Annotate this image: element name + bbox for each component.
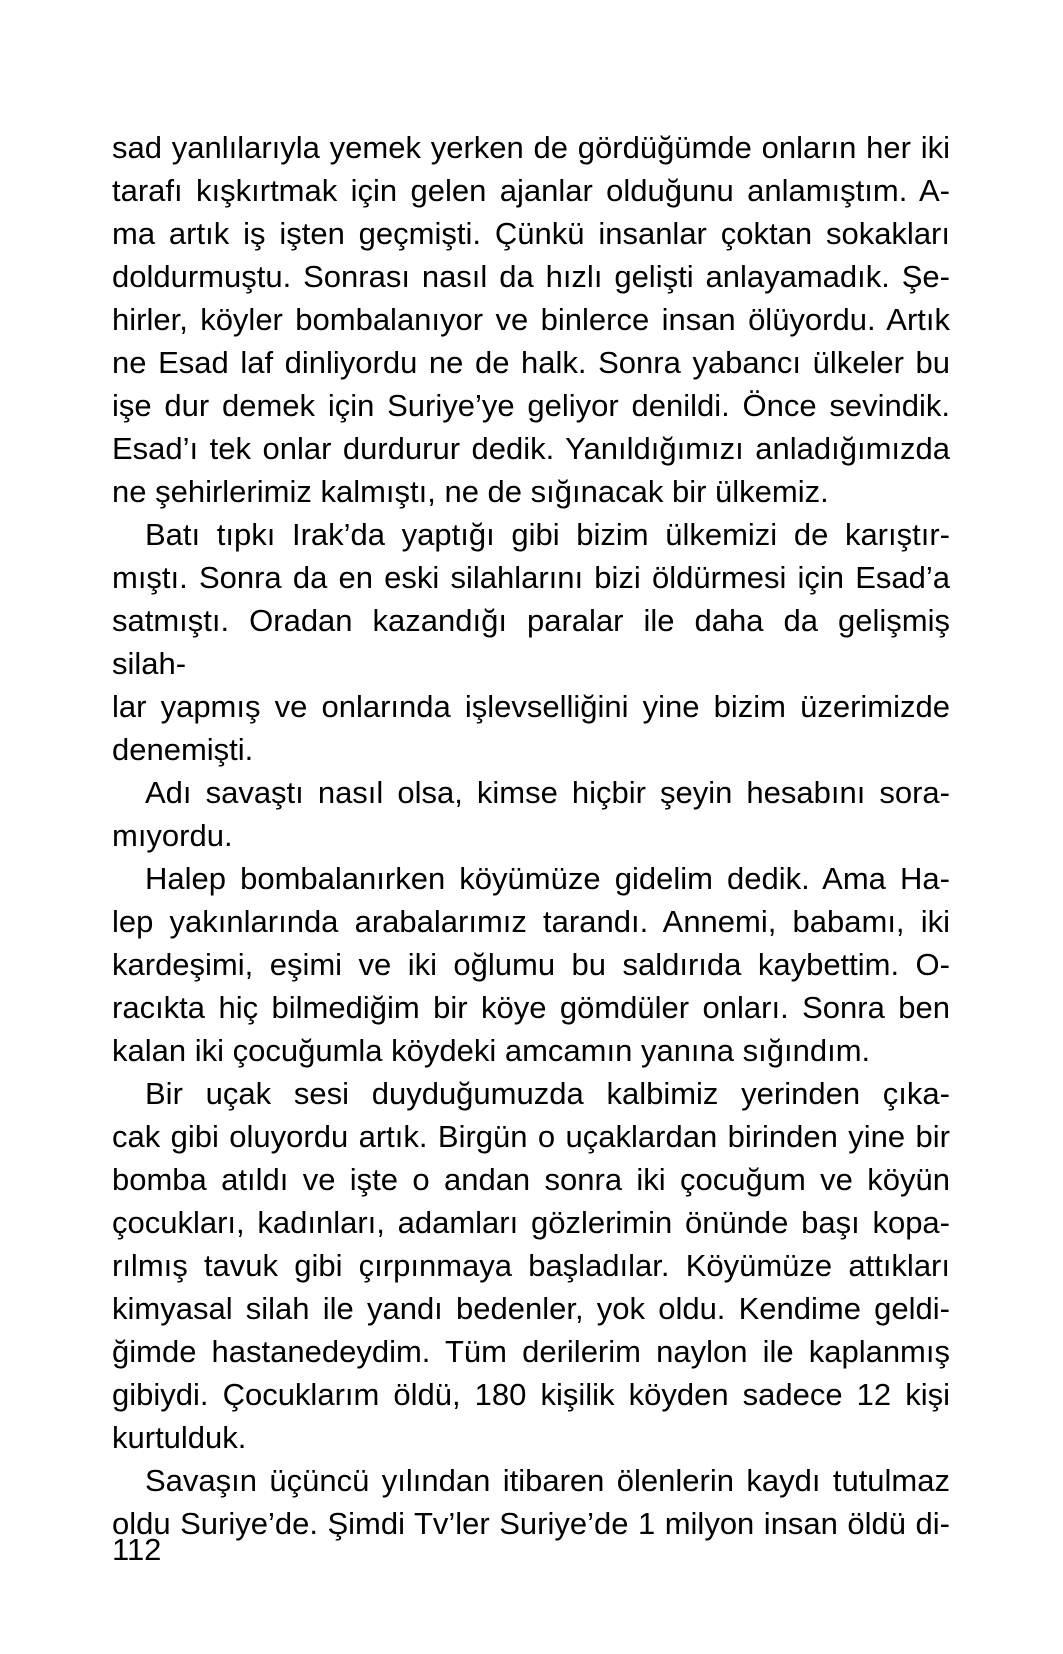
paragraph — [112, 857, 950, 1072]
text-line: çocukları, kadınları, adamları gözlerimin önünde başı kopa- — [112, 1205, 950, 1240]
text-line: kimyasal silah ile yandı bedenler, yok oldu. Kendime geldi- — [112, 1291, 950, 1326]
text-line: işe dur demek için Suriye’ye geliyor denildi. Önce sevindik. — [112, 388, 950, 423]
text-line: hirler, köyler bombalanıyor ve binlerce insan ölüyordu. Artık — [112, 302, 950, 337]
text-line: doldurmuştu. Sonrası nasıl da hızlı gelişti anlayamadık. Şe- — [112, 259, 950, 294]
paragraph — [112, 771, 950, 857]
text-line: ğimde hastanedeydim. Tüm derilerim naylon ile kaplanmış — [112, 1334, 950, 1369]
paragraph — [112, 126, 950, 513]
paragraph — [112, 513, 950, 771]
paragraph — [112, 1459, 950, 1545]
text-line: mıyordu. — [112, 818, 233, 853]
paragraph — [112, 1072, 950, 1459]
text-line: Halep bombalanırken köyümüze gidelim dedik. Ama Ha- — [145, 861, 950, 896]
text-line: mıştı. Sonra da en eski silahlarını bizi öldürmesi için Esad’a — [112, 560, 950, 595]
text-line: ma artık iş işten geçmişti. Çünkü insanlar çoktan sokakları — [112, 216, 950, 251]
text-line: sad yanlılarıyla yemek yerken de gördüğümde onların her iki — [112, 130, 950, 165]
text-line: kurtulduk. — [112, 1420, 247, 1455]
text-line: Bir uçak sesi duyduğumuzda kalbimiz yerinden çıka- — [145, 1076, 950, 1111]
text-line: kalan iki çocuğumla köydeki amcamın yanına sığındım. — [112, 1033, 871, 1068]
text-line: satmıştı. Oradan kazandığı paralar ile daha da gelişmiş silah- — [112, 603, 950, 681]
body-text — [112, 126, 950, 1545]
text-line: denemişti. — [112, 732, 254, 767]
text-line: Adı savaştı nasıl olsa, kimse hiçbir şeyin hesabını sora- — [145, 775, 950, 810]
text-line: lar yapmış ve onlarında işlevselliğini yine bizim üzerimizde — [112, 689, 950, 724]
text-line: cak gibi oluyordu artık. Birgün o uçaklardan birinden yine bir — [112, 1119, 950, 1154]
text-line: Batı tıpkı Irak’da yaptığı gibi bizim ülkemizi de karıştır- — [145, 517, 950, 552]
text-line: rılmış tavuk gibi çırpınmaya başladılar. Köyümüze attıkları — [112, 1248, 950, 1283]
text-line: tarafı kışkırtmak için gelen ajanlar olduğunu anlamıştım. A- — [112, 173, 950, 208]
text-line: Esad’ı tek onlar durdurur dedik. Yanıldığımızı anladığımızda — [112, 431, 950, 466]
page-number: 112 — [112, 1532, 162, 1567]
text-line: racıkta hiç bilmediğim bir köye gömdüler onları. Sonra ben — [112, 990, 950, 1025]
text-line: lep yakınlarında arabalarımız tarandı. Annemi, babamı, iki — [112, 904, 950, 939]
text-line: Savaşın üçüncü yılından itibaren ölenlerin kaydı tutulmaz — [145, 1463, 950, 1498]
text-line: kardeşimi, eşimi ve iki oğlumu bu saldırıda kaybettim. O- — [112, 947, 950, 982]
text-line: bomba atıldı ve işte o andan sonra iki çocuğum ve köyün — [112, 1162, 950, 1197]
text-line: ne Esad laf dinliyordu ne de halk. Sonra yabancı ülkeler bu — [112, 345, 950, 380]
text-line: gibiydi. Çocuklarım öldü, 180 kişilik köyden sadece 12 kişi — [112, 1377, 950, 1412]
text-line: oldu Suriye’de. Şimdi Tv’ler Suriye’de 1 milyon insan öldü di- — [112, 1506, 950, 1541]
text-line: ne şehirlerimiz kalmıştı, ne de sığınacak bir ülkemiz. — [112, 474, 829, 509]
